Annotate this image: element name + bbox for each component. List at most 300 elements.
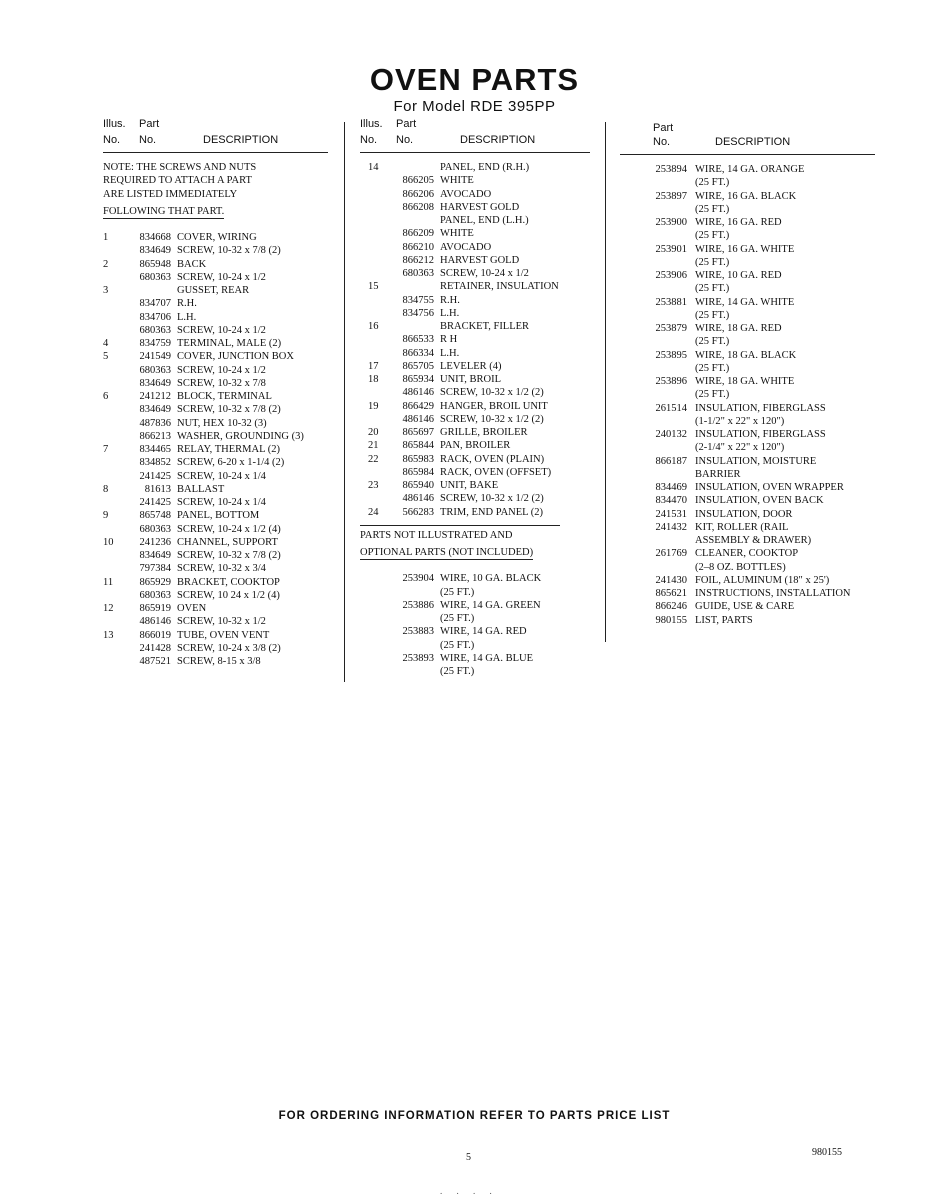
- illus-number: 9: [103, 510, 109, 522]
- part-number: 253896: [655, 376, 687, 387]
- part-number: 797384: [139, 563, 171, 575]
- part-description: COVER, WIRING: [177, 232, 257, 243]
- table-row: [103, 417, 328, 430]
- table-row: [620, 296, 875, 309]
- part-number: 241430: [655, 574, 687, 586]
- part-number: 865919: [139, 603, 171, 614]
- table-row: [360, 307, 590, 320]
- part-description: SCREW, 10-32 x 3/4: [177, 563, 266, 575]
- part-number: 680363: [139, 589, 171, 601]
- table-row: [360, 599, 590, 612]
- part-description: INSULATION, DOOR: [695, 508, 793, 520]
- part-number: 866205: [402, 175, 434, 187]
- table-row: [103, 642, 328, 655]
- part-description: HARVEST GOLD: [440, 201, 520, 213]
- table-row: [620, 243, 875, 256]
- part-description: LEVELER (4): [440, 360, 502, 372]
- table-row: [360, 625, 590, 638]
- table-row: [620, 163, 875, 176]
- table-row: [103, 297, 328, 310]
- table-row: [103, 377, 328, 390]
- table-row: [103, 271, 328, 284]
- part-description: WIRE, 18 GA. RED: [695, 323, 782, 334]
- table-row: [360, 294, 590, 307]
- illus-number: 16: [368, 321, 379, 332]
- table-row: [620, 402, 875, 415]
- part-description: GUSSET, REAR: [177, 285, 250, 296]
- part-number: 866533: [402, 334, 434, 346]
- part-description: WIRE, 16 GA. RED: [695, 217, 782, 228]
- table-row: [103, 483, 328, 496]
- illus-number: 22: [368, 453, 379, 465]
- parts-list-3: [620, 163, 875, 627]
- part-description: GRILLE, BROILER: [440, 427, 528, 438]
- part-description: SCREW, 10-24 x 1/2 (4): [177, 523, 281, 535]
- part-description: (25 FT.): [695, 362, 730, 374]
- part-number: 866246: [655, 601, 687, 613]
- part-description: HARVEST GOLD: [440, 254, 520, 266]
- table-row: [103, 655, 328, 668]
- part-number: 253897: [655, 190, 687, 202]
- part-description: SCREW, 10-24 x 1/2: [177, 364, 266, 376]
- part-number: 866212: [402, 254, 434, 266]
- part-description: INSULATION, OVEN BACK: [695, 495, 824, 507]
- part-description: SCREW, 10-32 x 7/8 (2): [177, 404, 281, 416]
- table-row: [620, 203, 875, 216]
- part-number: 834668: [139, 232, 171, 243]
- part-number: 865948: [139, 258, 171, 270]
- part-number: 486146: [402, 493, 434, 505]
- table-row: [103, 350, 328, 363]
- table-row: [620, 468, 875, 481]
- part-number: 241212: [139, 391, 171, 402]
- part-number: 865934: [402, 374, 434, 385]
- table-row: [103, 231, 328, 244]
- document-number: 980155: [812, 1147, 842, 1158]
- part-description: WIRE, 18 GA. WHITE: [695, 376, 795, 387]
- table-row: [620, 375, 875, 388]
- page-title: OVEN PARTS: [369, 62, 580, 97]
- part-number: 834649: [139, 245, 171, 257]
- illus-number: 5: [103, 351, 109, 363]
- part-number: 261769: [655, 548, 687, 560]
- part-number: 866187: [655, 455, 687, 467]
- table-row: [103, 602, 328, 615]
- part-number: 834649: [139, 404, 171, 416]
- part-description: SCREW, 10-24 x 1/2: [440, 268, 529, 279]
- part-description: WIRE, 10 GA. RED: [695, 270, 782, 281]
- table-row: [360, 639, 590, 652]
- part-number: 486146: [139, 616, 171, 628]
- table-row: [103, 284, 328, 297]
- column-2-header: [360, 118, 590, 152]
- part-description: CHANNEL, SUPPORT: [177, 536, 278, 548]
- part-description: (25 FT.): [440, 639, 475, 651]
- parts-list-1: [103, 231, 328, 668]
- part-description: TUBE, OVEN VENT: [177, 629, 270, 641]
- part-description: INSTRUCTIONS, INSTALLATION: [695, 588, 851, 599]
- part-number: 253895: [655, 349, 687, 361]
- table-row: [103, 403, 328, 416]
- part-description: SCREW, 10-24 x 1/4: [177, 497, 266, 508]
- part-description: WIRE, 14 GA. RED: [440, 626, 527, 638]
- illus-number: 3: [103, 285, 109, 296]
- part-number: 680363: [139, 364, 171, 376]
- table-row: [360, 426, 590, 439]
- part-description: SCREW, 10-32 x 7/8: [177, 377, 266, 389]
- table-row: [360, 174, 590, 187]
- part-number: 253881: [655, 296, 687, 308]
- part-description: (25 FT.): [440, 613, 475, 624]
- table-row: [360, 453, 590, 466]
- part-description: (25 FT.): [695, 389, 730, 401]
- no-label: No.: [103, 134, 121, 146]
- table-row: [620, 600, 875, 613]
- table-row: [360, 492, 590, 505]
- part-description: BACK: [177, 258, 207, 270]
- part-description: WIRE, 10 GA. BLACK: [440, 573, 542, 585]
- part-description: SCREW, 10-32 x 7/8 (2): [177, 550, 281, 561]
- part-description: RELAY, THERMAL (2): [177, 444, 280, 455]
- part-description: SCREW, 10-32 x 1/2: [177, 616, 266, 628]
- part-number: 253894: [655, 164, 687, 175]
- part-number: 253879: [655, 323, 687, 334]
- no-label: No.: [396, 134, 414, 146]
- part-number: 241425: [139, 470, 171, 482]
- table-row: [103, 629, 328, 642]
- part-description: WHITE: [440, 175, 474, 187]
- part-description: WIRE, 16 GA. WHITE: [695, 243, 795, 255]
- part-number: 253886: [402, 599, 434, 611]
- part-number: 241425: [139, 497, 171, 508]
- table-row: [620, 322, 875, 335]
- part-description: SCREW, 10-32 x 1/2 (2): [440, 387, 544, 399]
- part-description: WIRE, 16 GA. BLACK: [695, 190, 797, 202]
- part-number: 865697: [402, 427, 434, 438]
- illus-number: 13: [103, 629, 114, 641]
- table-row: [103, 443, 328, 456]
- part-description: PANEL, END (R.H.): [440, 162, 530, 173]
- table-row: [620, 335, 875, 348]
- not-illustrated-line: PARTS NOT ILLUSTRATED AND: [360, 529, 513, 541]
- parts-list-2: [360, 161, 590, 519]
- part-description: BALLAST: [177, 483, 225, 495]
- illus-number: 20: [368, 427, 379, 438]
- table-row: [620, 229, 875, 242]
- table-row: [360, 347, 590, 360]
- part-description: NUT, HEX 10-32 (3): [177, 417, 267, 429]
- part-number: 866334: [402, 347, 434, 359]
- illus-number: 4: [103, 338, 109, 349]
- part-number: 680363: [139, 271, 171, 283]
- part-description: R.H.: [440, 294, 460, 306]
- part-label: Part: [139, 118, 160, 130]
- table-row: [620, 309, 875, 322]
- part-description: SCREW, 10-24 x 1/2: [177, 324, 266, 336]
- part-description: OVEN: [177, 603, 207, 614]
- note-line: FOLLOWING THAT PART.: [103, 205, 224, 219]
- part-number: 241432: [655, 521, 687, 533]
- part-description: SCREW, 10-32 x 1/2 (2): [440, 413, 544, 425]
- table-row: [103, 244, 328, 257]
- part-number: 865705: [402, 360, 434, 372]
- illus-number: 15: [368, 281, 379, 293]
- part-number: 566283: [402, 506, 434, 518]
- part-number: 866429: [402, 400, 434, 412]
- illus-number: 18: [368, 374, 379, 385]
- part-number: 486146: [402, 387, 434, 399]
- description-label: DESCRIPTION: [460, 134, 536, 146]
- table-row: [103, 337, 328, 350]
- column-3: [620, 118, 875, 627]
- part-number: 866210: [402, 241, 434, 253]
- part-description: SCREW, 10-32 x 7/8 (2): [177, 245, 281, 257]
- part-description: LIST, PARTS: [695, 614, 753, 626]
- page-subtitle: For Model RDE 395PP: [393, 98, 556, 115]
- table-row: [620, 349, 875, 362]
- part-description: SCREW, 10-24 x 3/8 (2): [177, 642, 281, 654]
- part-number: 865940: [402, 480, 434, 491]
- table-row: [620, 494, 875, 507]
- column-2: [360, 118, 590, 678]
- part-description: WIRE, 14 GA. WHITE: [695, 296, 795, 308]
- part-description: WHITE: [440, 228, 474, 240]
- part-number: 834755: [402, 294, 434, 306]
- part-description: AVOCADO: [440, 241, 492, 253]
- part-description: WASHER, GROUNDING (3): [177, 430, 304, 442]
- note-line: REQUIRED TO ATTACH A PART: [103, 175, 252, 187]
- illus-number: 8: [103, 483, 109, 495]
- part-number: 253906: [655, 270, 687, 281]
- table-row: [103, 430, 328, 443]
- part-number: 253904: [402, 573, 434, 585]
- part-number: 834852: [139, 457, 171, 469]
- part-description: SCREW, 10-32 x 1/2 (2): [440, 493, 544, 505]
- part-description: PANEL, BOTTOM: [177, 510, 260, 522]
- illus-number: 7: [103, 444, 109, 455]
- illus-number: 17: [368, 360, 379, 372]
- part-label: Part: [396, 118, 417, 130]
- part-number: 81613: [144, 483, 171, 495]
- note-block: [103, 161, 328, 219]
- table-row: [103, 324, 328, 337]
- part-number: 865844: [402, 440, 434, 452]
- part-description: PANEL, END (L.H.): [440, 215, 529, 226]
- part-description: (25 FT.): [440, 666, 475, 677]
- table-row: [360, 413, 590, 426]
- part-description: BARRIER: [695, 468, 741, 480]
- table-row: [620, 388, 875, 401]
- optional-parts-list: [360, 572, 590, 678]
- part-description: R.H.: [177, 298, 197, 310]
- illus-number: 23: [368, 480, 379, 491]
- illus-number: 14: [368, 162, 379, 173]
- table-row: [360, 280, 590, 293]
- column-1: [103, 118, 328, 668]
- table-row: [620, 455, 875, 468]
- part-description: BLOCK, TERMINAL: [177, 391, 272, 402]
- part-number: 866206: [402, 188, 434, 200]
- table-row: [103, 509, 328, 522]
- part-description: WIRE, 14 GA. BLUE: [440, 652, 534, 664]
- part-description: SCREW, 10-24 x 1/2: [177, 271, 266, 283]
- table-row: [620, 216, 875, 229]
- part-number: 834649: [139, 377, 171, 389]
- table-row: [103, 549, 328, 562]
- part-number: 241428: [139, 642, 171, 654]
- table-row: [360, 320, 590, 333]
- illus-number: 12: [103, 603, 114, 614]
- table-row: [360, 161, 590, 174]
- table-row: [620, 269, 875, 282]
- table-row: [360, 201, 590, 214]
- part-description: TRIM, END PANEL (2): [440, 506, 544, 518]
- part-description: RETAINER, INSULATION: [440, 281, 559, 293]
- part-description: WIRE, 14 GA. ORANGE: [695, 164, 805, 175]
- part-description: UNIT, BROIL: [440, 374, 502, 385]
- table-row: [360, 400, 590, 413]
- part-number: 253893: [402, 652, 434, 664]
- table-row: [620, 481, 875, 494]
- no-label: No.: [360, 134, 378, 146]
- part-number: 834707: [139, 298, 171, 310]
- part-number: 866213: [139, 430, 171, 442]
- part-description: FOIL, ALUMINUM (18" x 25'): [695, 574, 830, 586]
- part-description: BRACKET, FILLER: [440, 321, 530, 332]
- part-number: 261514: [655, 402, 687, 414]
- part-description: WIRE, 18 GA. BLACK: [695, 349, 797, 361]
- part-number: 834469: [655, 482, 687, 493]
- table-row: [620, 441, 875, 454]
- table-row: [360, 373, 590, 386]
- part-description: (25 FT.): [695, 283, 730, 295]
- part-number: 834649: [139, 550, 171, 561]
- part-description: COVER, JUNCTION BOX: [177, 351, 294, 363]
- column-divider: [344, 122, 345, 682]
- part-number: 241531: [655, 508, 687, 520]
- part-description: WIRE, 14 GA. GREEN: [440, 599, 541, 611]
- illus-number: 1: [103, 232, 109, 243]
- illus-number: 24: [368, 506, 379, 518]
- part-number: 834756: [402, 307, 434, 319]
- table-row: [360, 572, 590, 585]
- table-row: [620, 521, 875, 534]
- table-row: [620, 587, 875, 600]
- no-label: No.: [139, 134, 157, 146]
- table-row: [360, 466, 590, 479]
- note-line: NOTE: THE SCREWS AND NUTS: [103, 162, 257, 173]
- part-number: 865748: [139, 510, 171, 522]
- table-row: [620, 614, 875, 627]
- table-row: [360, 479, 590, 492]
- table-row: [360, 586, 590, 599]
- part-description: SCREW, 8-15 x 3/8: [177, 656, 261, 667]
- table-row: [360, 214, 590, 227]
- part-number: 866208: [402, 201, 434, 213]
- table-row: [360, 188, 590, 201]
- part-label: Part: [653, 122, 674, 134]
- part-number: 834470: [655, 495, 687, 507]
- table-row: [360, 506, 590, 519]
- table-row: [103, 390, 328, 403]
- part-description: (25 FT.): [695, 256, 730, 268]
- part-number: 253883: [402, 626, 434, 638]
- table-row: [103, 470, 328, 483]
- part-description: RACK, OVEN (OFFSET): [440, 466, 552, 478]
- table-row: [103, 496, 328, 509]
- part-description: (25 FT.): [695, 230, 730, 242]
- table-row: [620, 534, 875, 547]
- note-line: ARE LISTED IMMEDIATELY: [103, 188, 238, 200]
- part-number: 865621: [655, 588, 687, 599]
- part-number: 834465: [139, 444, 171, 455]
- table-row: [103, 364, 328, 377]
- table-row: [620, 574, 875, 587]
- no-label: No.: [653, 136, 671, 148]
- part-description: SCREW, 6-20 x 1-1/4 (2): [177, 457, 285, 469]
- part-description: AVOCADO: [440, 188, 492, 200]
- part-description: INSULATION, MOISTURE: [695, 455, 817, 467]
- part-description: HANGER, BROIL UNIT: [440, 400, 548, 412]
- table-row: [620, 547, 875, 560]
- column-1-header: [103, 118, 328, 152]
- part-number: 241549: [139, 351, 171, 363]
- scan-marks: . . . .: [440, 1186, 498, 1196]
- illus-number: 21: [368, 440, 379, 452]
- part-description: L.H.: [440, 347, 460, 359]
- part-description: UNIT, BAKE: [440, 480, 499, 491]
- part-number: 240132: [655, 429, 687, 440]
- part-description: CLEANER, COOKTOP: [695, 548, 799, 560]
- part-number: 253900: [655, 217, 687, 228]
- part-number: 866019: [139, 629, 171, 641]
- table-row: [620, 282, 875, 295]
- description-label: DESCRIPTION: [203, 134, 279, 146]
- part-description: BRACKET, COOKTOP: [177, 576, 280, 588]
- part-number: 487836: [139, 417, 171, 429]
- table-row: [103, 536, 328, 549]
- part-description: (2-1/4" x 22" x 120"): [695, 442, 785, 454]
- part-description: INSULATION, FIBERGLASS: [695, 429, 826, 440]
- column-3-header: [620, 118, 875, 152]
- part-description: ASSEMBLY & DRAWER): [695, 535, 812, 546]
- table-row: [103, 456, 328, 469]
- table-row: [360, 612, 590, 625]
- illus-number: 11: [103, 576, 114, 588]
- part-number: 834759: [139, 338, 171, 349]
- part-number: 487521: [139, 656, 171, 667]
- part-description: (2–8 OZ. BOTTLES): [695, 561, 786, 573]
- table-row: [103, 258, 328, 271]
- part-description: R H: [440, 334, 458, 346]
- table-row: [620, 190, 875, 203]
- part-description: L.H.: [177, 311, 197, 323]
- not-illustrated-line: OPTIONAL PARTS (NOT INCLUDED): [360, 546, 533, 560]
- page-number: 5: [466, 1152, 471, 1163]
- table-row: [360, 439, 590, 452]
- part-number: 680363: [139, 324, 171, 336]
- part-description: (25 FT.): [440, 586, 475, 598]
- part-number: 680363: [402, 268, 434, 279]
- part-description: PAN, BROILER: [440, 440, 511, 452]
- table-row: [620, 362, 875, 375]
- part-number: 866209: [402, 228, 434, 240]
- table-row: [103, 311, 328, 324]
- column-divider: [605, 122, 606, 642]
- part-number: 253901: [655, 243, 687, 255]
- not-illustrated-heading: [360, 529, 590, 561]
- table-row: [620, 561, 875, 574]
